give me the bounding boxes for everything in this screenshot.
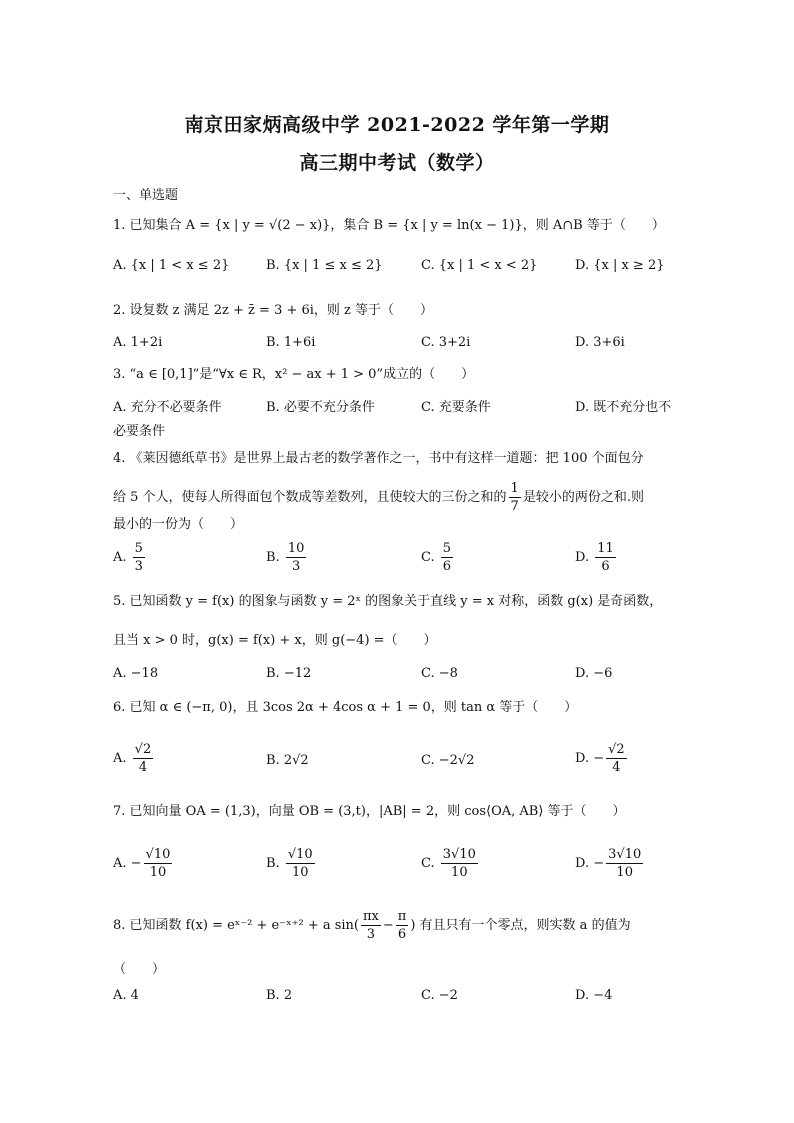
fraction-denominator: 3 [291, 559, 301, 574]
question-7-option-a [113, 846, 174, 881]
exam-title-line2: 高三期中考试（数学） [299, 152, 495, 174]
question-7-option-c [421, 846, 480, 881]
fraction-denominator: 7 [510, 499, 519, 514]
question-7-stem: 7. 已知向量 OA = (1,3)，向量 OB = (3,t)，|AB| = 2，则 cos⟨OA, AB⟩ 等于（ ） [113, 804, 626, 819]
question-6-stem: 6. 已知 α ∈ (−π, 0)，且 3cos 2α + 4cos α + 1 = 0，则 tan α 等于（ ） [113, 700, 578, 715]
fraction-numerator: π [397, 909, 407, 924]
question-8-option-c: C. −2 [421, 988, 458, 1003]
question-5-option-a: A. −18 [113, 666, 159, 681]
question-4-stem-line3: 最小的一份为（ ） [113, 517, 244, 532]
option-label: A. [113, 856, 127, 871]
question-5-option-b: B. −12 [266, 666, 312, 681]
fraction-denominator: 10 [149, 865, 167, 880]
fraction-numerator: 1 [510, 481, 519, 496]
option-fraction [606, 741, 627, 776]
fraction-numerator: √2 [608, 742, 625, 757]
question-2-option-d: D. 3+6i [575, 335, 625, 350]
question-6-option-a [113, 741, 155, 776]
fraction-denominator: 6 [397, 927, 407, 942]
question-3-option-c: C. 充要条件 [421, 400, 491, 415]
option-label: C. [421, 753, 435, 768]
question-6-option-c [421, 751, 474, 771]
option-fraction [144, 846, 173, 881]
fraction-numerator: √10 [287, 847, 313, 862]
question-1-option-b: B. {x | 1 ≤ x ≤ 2} [266, 258, 383, 273]
fraction-denominator: 10 [451, 865, 468, 880]
option-sign: − [593, 856, 605, 871]
fraction-one-seventh [509, 480, 521, 515]
option-value: 2√2 [283, 753, 309, 768]
question-2-option-c: C. 3+2i [421, 335, 471, 350]
option-fraction [595, 540, 616, 575]
fraction-denominator: 3 [134, 559, 143, 574]
question-5-option-c: C. −8 [421, 666, 458, 681]
question-8-stem-b: ) 有且只有一个零点，则实数 a 的值为 [410, 918, 631, 933]
fraction-numerator: πx [363, 909, 379, 924]
question-3-stem: 3. “a ∈ [0,1]”是“∀x ∈ R，x² − ax + 1 > 0”成立的（ ） [113, 367, 475, 382]
option-fraction [441, 846, 478, 881]
question-8-stem [113, 908, 631, 943]
question-5-stem-line2: 且当 x > 0 时，g(x) = f(x) + x，则 g(−4) =（ ） [113, 633, 437, 648]
fraction-denominator: 3 [366, 927, 376, 942]
question-8-stem-a: 8. 已知函数 f(x) = eˣ⁻² + e⁻ˣ⁺² + a sin( [113, 918, 359, 933]
question-2-option-a: A. 1+2i [113, 335, 163, 350]
fraction-numerator: 5 [442, 541, 452, 556]
question-5-stem-line1: 5. 已知函数 y = f(x) 的图象与函数 y = 2ˣ 的图象关于直线 y = x 对称，函数 g(x) 是奇函数， [113, 594, 663, 609]
question-6-option-b [266, 751, 309, 771]
question-4-option-b [266, 540, 308, 575]
question-7-option-d [575, 846, 645, 881]
question-3-option-d-continuation: 必要条件 [113, 424, 166, 439]
option-fraction [441, 540, 453, 575]
question-7-option-b [266, 846, 317, 881]
question-4-stem-line1: 4. 《莱因德纸草书》是世界上最古老的数学著作之一，书中有这样一道题：把 100 个面包分 [113, 451, 644, 466]
question-1-option-c: C. {x | 1 < x < 2} [421, 258, 538, 273]
question-4-stem-line2-a: 给 5 个人，使每人所得面包个数成等差数列，且使较大的三份之和的 [113, 490, 507, 505]
option-label: B. [266, 753, 280, 768]
fraction-numerator: √2 [134, 742, 152, 757]
question-3-option-b: B. 必要不充分条件 [266, 400, 375, 415]
question-4-stem-line2-b: 是较小的两份之和.则 [522, 490, 644, 505]
option-label: C. [421, 856, 435, 871]
option-label: D. [575, 751, 590, 766]
question-1-stem: 1. 已知集合 A = {x | y = √(2 − x)}，集合 B = {x | y = ln(x − 1)}，则 A∩B 等于（ ） [113, 218, 665, 233]
option-fraction [133, 540, 145, 575]
option-fraction [286, 846, 315, 881]
option-label: A. [113, 550, 127, 565]
fraction-numerator: 3√10 [608, 847, 642, 862]
option-label: D. [575, 550, 590, 565]
option-label: C. [421, 550, 435, 565]
question-1-option-d: D. {x | x ≥ 2} [575, 258, 665, 273]
option-sign: − [130, 856, 142, 871]
question-4-option-c [421, 540, 455, 575]
option-label: D. [575, 856, 590, 871]
question-4-option-d [575, 540, 618, 575]
fraction-pi-over-6 [396, 908, 409, 943]
exam-title-line1: 南京田家炳高级中学 2021-2022 学年第一学期 [184, 114, 610, 136]
question-4-stem-line2 [113, 480, 644, 515]
fraction-numerator: 3√10 [442, 847, 476, 862]
question-8-option-d: D. −4 [575, 988, 613, 1003]
fraction-denominator: 10 [291, 865, 309, 880]
question-6-option-d [575, 741, 629, 776]
fraction-denominator: 4 [138, 760, 148, 775]
question-2-option-b: B. 1+6i [266, 335, 316, 350]
option-fraction [606, 846, 643, 881]
fraction-numerator: 11 [597, 541, 614, 556]
option-fraction [133, 741, 154, 776]
question-8-option-b: B. 2 [266, 988, 293, 1003]
fraction-numerator: 10 [287, 541, 305, 556]
question-5-option-d: D. −6 [575, 666, 613, 681]
question-4-option-a [113, 540, 147, 575]
fraction-denominator: 6 [442, 559, 452, 574]
fraction-numerator: 5 [134, 541, 143, 556]
section-heading: 一、单选题 [113, 188, 179, 203]
question-8-stem-line2: （ ） [113, 962, 166, 977]
fraction-denominator: 4 [612, 760, 621, 775]
option-sign: − [593, 751, 605, 766]
option-label: A. [113, 751, 127, 766]
question-3-option-d: D. 既不充分也不 [575, 400, 672, 415]
option-label: B. [266, 856, 280, 871]
fraction-denominator: 10 [616, 865, 633, 880]
question-3-option-a: A. 充分不必要条件 [113, 400, 222, 415]
option-fraction [286, 540, 307, 575]
question-2-stem: 2. 设复数 z 满足 2z + z̄ = 3 + 6i，则 z 等于（ ） [113, 303, 434, 318]
minus-sign: − [382, 918, 394, 933]
fraction-numerator: √10 [145, 847, 171, 862]
option-label: B. [266, 550, 280, 565]
fraction-denominator: 6 [601, 559, 610, 574]
question-8-option-a: A. 4 [113, 988, 139, 1003]
question-1-option-a: A. {x | 1 < x ≤ 2} [113, 258, 230, 273]
fraction-pi-x-over-3 [361, 908, 381, 943]
option-value: −2√2 [438, 753, 475, 768]
